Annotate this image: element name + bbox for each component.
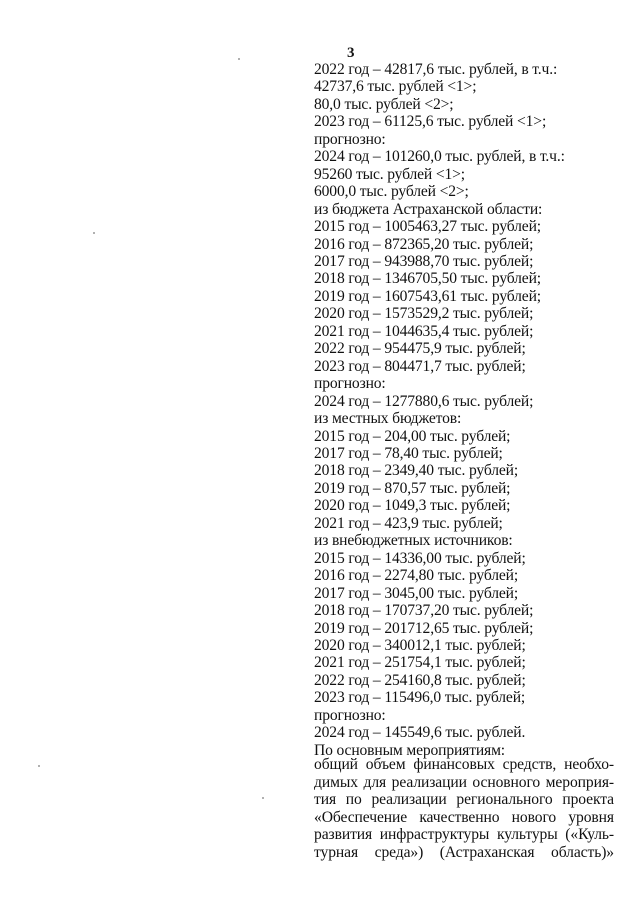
scan-speck	[93, 232, 95, 234]
funding-line: 42737,6 тыс. рублей <1>;	[314, 78, 477, 96]
paragraph-line: «Обеспечение качественно нового уровня	[314, 808, 614, 826]
funding-line: из внебюджетных источников:	[314, 532, 513, 550]
funding-line: прогнозно:	[314, 706, 386, 724]
funding-line: из местных бюджетов:	[314, 410, 462, 428]
funding-line: из бюджета Астраханской области:	[314, 200, 543, 218]
funding-line: 2019 год – 1607543,61 тыс. рублей;	[314, 287, 541, 305]
funding-line: 2016 год – 2274,80 тыс. рублей;	[314, 567, 519, 585]
description-paragraph	[314, 756, 614, 862]
paragraph-line: тия по реализации регионального проекта	[314, 791, 614, 809]
scan-speck	[38, 765, 40, 767]
funding-line: 2017 год – 3045,00 тыс. рублей;	[314, 584, 519, 602]
funding-line: 2022 год – 954475,9 тыс. рублей;	[314, 340, 526, 358]
funding-line: 2016 год – 872365,20 тыс. рублей;	[314, 235, 534, 253]
funding-line: 2019 год – 201712,65 тыс. рублей;	[314, 619, 534, 637]
funding-line: 2018 год – 170737,20 тыс. рублей;	[314, 602, 534, 620]
funding-line: 95260 тыс. рублей <1>;	[314, 165, 465, 183]
funding-line: По основным мероприятиям:	[314, 741, 505, 759]
scan-speck	[238, 58, 240, 60]
funding-line: 2017 год – 943988,70 тыс. рублей;	[314, 252, 534, 270]
funding-line: прогнозно:	[314, 130, 386, 148]
funding-line: 6000,0 тыс. рублей <2>;	[314, 183, 469, 201]
funding-line: 2018 год – 2349,40 тыс. рублей;	[314, 462, 519, 480]
paragraph-line: димых для реализации основного мероприя-	[314, 773, 614, 791]
funding-line: 2019 год – 870,57 тыс. рублей;	[314, 479, 511, 497]
funding-line: 2015 год – 1005463,27 тыс. рублей;	[314, 218, 541, 236]
funding-line: 2024 год – 1277880,6 тыс. рублей;	[314, 392, 534, 410]
funding-line: 2015 год – 204,00 тыс. рублей;	[314, 427, 511, 445]
funding-line: 2018 год – 1346705,50 тыс. рублей;	[314, 270, 541, 288]
scan-speck	[262, 797, 264, 799]
funding-line: 2023 год – 61125,6 тыс. рублей <1>;	[314, 113, 547, 131]
funding-line: 2020 год – 1573529,2 тыс. рублей;	[314, 305, 534, 323]
funding-line: 2024 год – 101260,0 тыс. рублей, в т.ч.:	[314, 148, 565, 166]
funding-line: 2021 год – 423,9 тыс. рублей;	[314, 514, 503, 532]
funding-line: 2020 год – 1049,3 тыс. рублей;	[314, 497, 511, 515]
funding-lines	[314, 61, 614, 759]
paragraph-line: развития инфраструктуры культуры («Куль-	[314, 826, 614, 844]
page-number: 3	[347, 45, 355, 61]
funding-line: 2023 год – 804471,7 тыс. рублей;	[314, 357, 526, 375]
funding-line: 2021 год – 251754,1 тыс. рублей;	[314, 654, 526, 672]
paragraph-line: турная среда») (Астраханская область)»	[314, 843, 614, 861]
funding-line: 2022 год – 254160,8 тыс. рублей;	[314, 671, 526, 689]
funding-line: 2022 год – 42817,6 тыс. рублей, в т.ч.:	[314, 61, 558, 78]
funding-line: 80,0 тыс. рублей <2>;	[314, 95, 454, 113]
funding-line: 2017 год – 78,40 тыс. рублей;	[314, 444, 503, 462]
funding-line: 2020 год – 340012,1 тыс. рублей;	[314, 636, 526, 654]
funding-line: прогнозно:	[314, 375, 386, 393]
paragraph-line: общий объем финансовых средств, необхо-	[314, 756, 614, 773]
funding-line: 2015 год – 14336,00 тыс. рублей;	[314, 549, 526, 567]
funding-line: 2021 год – 1044635,4 тыс. рублей;	[314, 322, 534, 340]
funding-line: 2023 год – 115496,0 тыс. рублей;	[314, 689, 526, 707]
funding-line: 2024 год – 145549,6 тыс. рублей.	[314, 724, 526, 742]
